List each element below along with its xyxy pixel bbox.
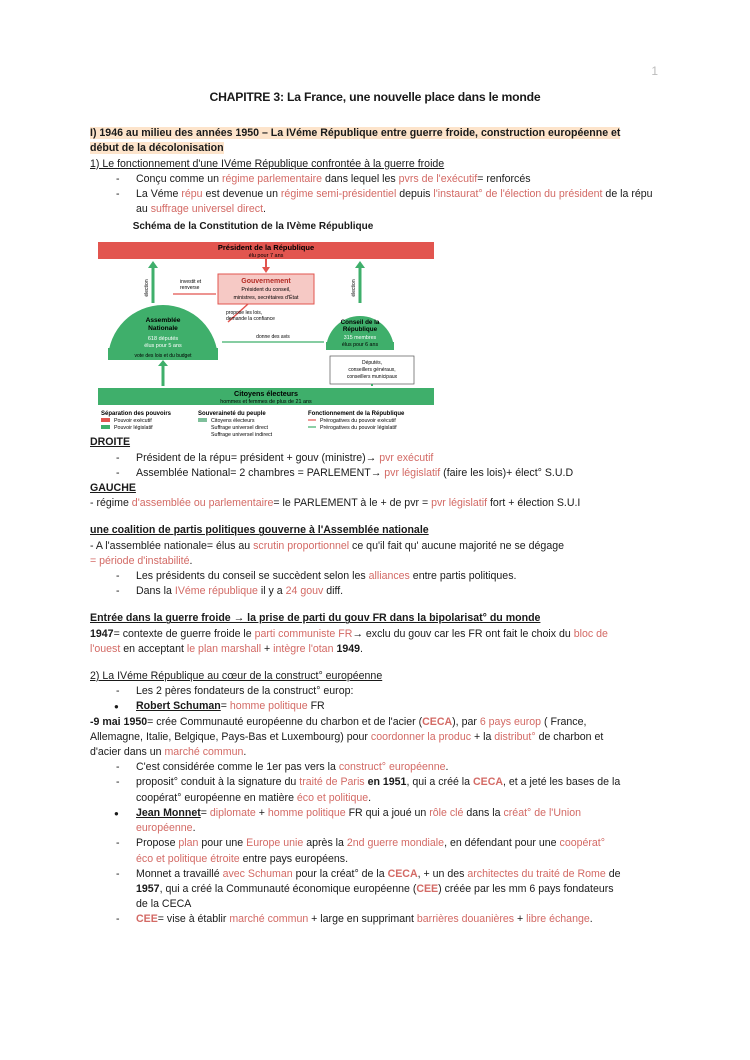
guerre-froide-line-1: 1947= contexte de guerre froide le parti communiste FR→ exclu du gouv car les FR ont fait le choix du bloc de <box>90 627 608 640</box>
avis-label: donne des avis <box>256 333 290 340</box>
list-item: - Conçu comme un régime parlementaire dans lequel les pvrs de l'exécutif= renforcés <box>116 172 660 187</box>
legend-swatch-citoyens <box>198 418 207 422</box>
conseil-label-4: élus pour 6 ans <box>341 341 379 348</box>
deputes-label-1: Députés, <box>361 359 383 366</box>
section-2-title: 2) La IVéme République au cœur de la construct° européenne <box>90 670 383 683</box>
list-item: - Les présidents du conseil se succèdent selon les alliances entre partis politiques. <box>116 569 660 584</box>
deputes-label-2: conseillers généraux, <box>348 366 396 373</box>
deputes-label-3: conseillers municipaux <box>346 373 398 380</box>
mai-1950-line-1: -9 mai 1950= crée Communauté européenne du charbon et de l'acier (CECA), par 6 pays europ ( France, <box>90 715 587 728</box>
list-item: - C'est considérée comme le 1er pas vers la construct° européenne. <box>116 760 660 775</box>
list-item: - La Véme répu est devenue un régime semi-présidentiel depuis l'instaurat° de l'élection du président de la répu au suffrage universel direct. <box>116 187 660 217</box>
legend-item: Pouvoir législatif <box>114 424 153 431</box>
legend-heading-2: Souveraineté du peuple <box>198 410 266 417</box>
section-2-list-a <box>90 684 660 699</box>
guerre-froide-line-2: l'ouest en acceptant le plan marshall + intègre l'otan 1949. <box>90 642 363 655</box>
list-item: - Monnet a travaillé avec Schuman pour la créat° de la CECA, + un des architectes du traité de Rome de 1957, qui a créé la Communauté économique européenne (CEE) créée par les mm 6 pays fondateurs de la CECA <box>116 867 660 913</box>
citoyens-label: Citoyens électeurs <box>234 388 298 398</box>
section-1-list <box>90 172 660 218</box>
page-number: 1 <box>651 64 658 78</box>
gouvernement-sub1: Président du conseil, <box>241 286 291 293</box>
assemblee-label-3: 618 députés <box>147 335 179 342</box>
conseil-label-3: 315 membres <box>343 334 377 341</box>
legend-item: Prérogatives du pouvoir législatif <box>320 424 397 431</box>
investit-label-2: renverse <box>180 284 200 291</box>
assemblee-label-4: élus pour 5 ans <box>144 342 182 349</box>
legend-item: Pouvoir exécutif <box>114 417 152 424</box>
list-item: - CEE= vise à établir marché commun + large en supprimant barrières douanières + libre échange. <box>116 912 660 927</box>
assemblee-label-1: Assemblée <box>145 316 181 324</box>
legend-item: Suffrage universel indirect <box>211 431 273 438</box>
coalition-title: une coalition de partis politiques gouverne à l'Assemblée nationale <box>90 524 429 537</box>
document-page <box>90 90 660 928</box>
coalition-list <box>90 569 660 599</box>
diagram-svg <box>98 238 434 438</box>
arrow-up-icon <box>355 261 365 268</box>
list-item: - Les 2 pères fondateurs de la construct° europ: <box>116 684 660 699</box>
legend-heading-1: Séparation des pouvoirs <box>101 410 172 417</box>
diagram-title: Schéma de la Constitution de la IVème République <box>132 221 374 233</box>
gauche-line: - régime d'assemblée ou parlementaire= le PARLEMENT à le + de pvr = pvr législatif fort + élection S.U.I <box>90 497 581 510</box>
subsection-1-title: 1) Le fonctionnement d'une IVéme République confrontée à la guerre froide <box>90 157 445 170</box>
propose-label-2: demande la confiance <box>226 315 275 322</box>
list-item: - Assemblée National= 2 chambres = PARLEMENT→ pvr législatif (faire les lois)+ élect° S.U.D <box>116 466 660 481</box>
assemblee-label-2: Nationale <box>148 324 178 332</box>
coalition-line-2: = période d'instabilité. <box>90 554 193 567</box>
arrow-up-icon <box>148 261 158 268</box>
legend-swatch-executif <box>101 418 110 422</box>
list-item: - Dans la IVéme république il y a 24 gouv diff. <box>116 584 660 599</box>
citoyens-sub: hommes et femmes de plus de 21 ans <box>220 398 312 405</box>
conseil-label-1: Conseil de la <box>340 318 380 326</box>
mai-1950-line-2: Allemagne, Italie, Belgique, Pays-Bas et Luxembourg) pour coordonner la produc + la distribut° de charbon et <box>90 730 604 743</box>
gouvernement-label: Gouvernement <box>241 277 291 285</box>
chapter-title: CHAPITRE 3: La France, une nouvelle place dans le monde <box>209 90 541 104</box>
droite-list <box>90 451 660 481</box>
election-label-right: élection <box>351 279 357 297</box>
list-item: - Président de la répu= président + gouv (ministre)→ pvr exécutif <box>116 451 660 466</box>
assemblee-label-5: vote des lois et du budget <box>134 352 192 359</box>
legend-item: Suffrage universel direct <box>211 424 269 431</box>
section-1-heading: I) 1946 au milieu des années 1950 – La IVéme République entre guerre froide, construction européenne et début de la décolonisation <box>90 127 621 155</box>
list-item: - proposit° conduit à la signature du traité de Paris en 1951, qui a créé la CECA, et a jeté les bases de la coopérat° européenne en matière éco et politique. <box>116 775 660 805</box>
coalition-line-1: - A l'assemblée nationale= élus au scrutin proportionnel ce qu'il fait qu' aucune majorité ne se dégage <box>90 539 564 552</box>
gouvernement-sub2: ministres, secrétaires d'État <box>233 294 299 301</box>
president-label: Président de la République <box>217 242 315 252</box>
legend-item: Prérogatives du pouvoir exécutif <box>320 417 396 424</box>
president-sub: élu pour 7 ans <box>248 252 284 259</box>
election-label-left: élection <box>144 279 150 297</box>
droite-title: DROITE <box>90 436 131 449</box>
investit-label-1: investit et <box>180 278 202 285</box>
legend-swatch-legislatif <box>101 425 110 429</box>
guerre-froide-title: Entrée dans la guerre froide → la prise de parti du gouv FR dans la bipolarisat° du monde <box>90 612 541 625</box>
arrow-up-icon <box>158 360 168 366</box>
section-2-list-c <box>90 836 660 927</box>
propose-label-1: propose les lois, <box>226 309 263 316</box>
list-item: - Propose plan pour une Europe unie après la 2nd guerre mondiale, en défendant pour une coopérat° éco et politique étroite entre pays européens. <box>116 836 660 866</box>
legend-item: Citoyens électeurs <box>211 417 255 424</box>
monnet-item: ● Jean Monnet= diplomate + homme politique FR qui a joué un rôle clé dans la créat° de l'Union européenne. <box>90 806 660 836</box>
schuman-item: ● Robert Schuman= homme politique FR <box>90 699 660 714</box>
section-2-list-b <box>90 760 660 806</box>
conseil-label-2: République <box>342 325 378 333</box>
legend-heading-3: Fonctionnement de la République <box>308 410 405 417</box>
arrow-head-icon <box>262 267 270 273</box>
mai-1950-line-3: d'acier dans un marché commun. <box>90 746 247 759</box>
gauche-title: GAUCHE <box>90 482 136 495</box>
constitution-diagram <box>98 219 434 438</box>
